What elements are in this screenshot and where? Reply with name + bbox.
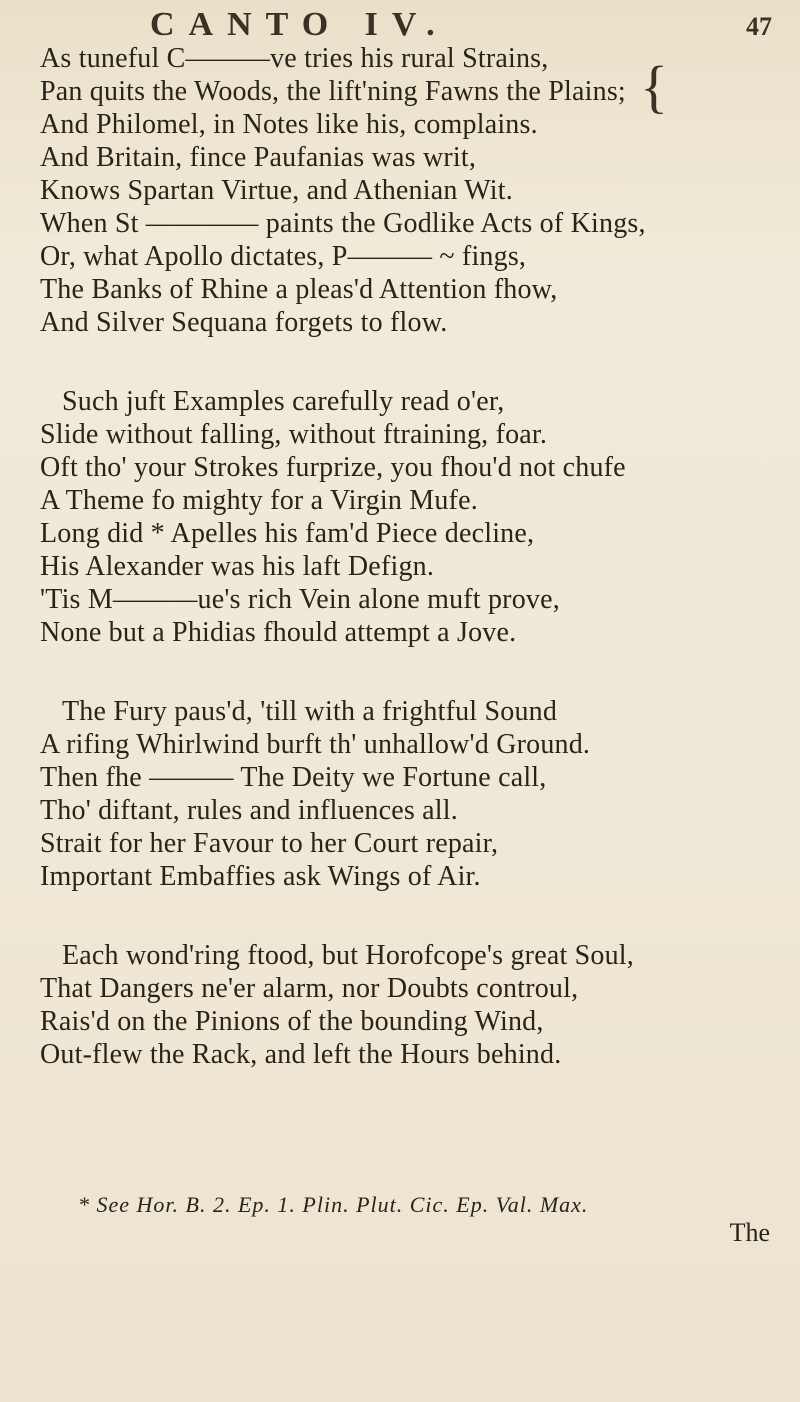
stanza-3 xyxy=(40,695,780,893)
poem-line: None but a Phidias fhould attempt a Jove. xyxy=(40,617,517,648)
poem-line: The Banks of Rhine a pleas'd Attention fhow, xyxy=(40,274,558,305)
poem-line: And Silver Sequana forgets to flow. xyxy=(40,307,448,338)
poem-line: Knows Spartan Virtue, and Athenian Wit. xyxy=(40,175,513,206)
poem-line: Or, what Apollo dictates, P——— ~ fings, xyxy=(40,241,527,272)
poem-line: A Theme fo mighty for a Virgin Mufe. xyxy=(40,485,478,516)
poem-line: Important Embaffies ask Wings of Air. xyxy=(40,861,481,892)
stanza-2 xyxy=(40,385,780,649)
poem-line: Tho' diftant, rules and influences all. xyxy=(40,795,458,826)
poem-line: The Fury paus'd, 'till with a frightful Sound xyxy=(62,696,558,727)
poem-line: When St ———— paints the Godlike Acts of Kings, xyxy=(40,208,646,239)
poem-line: Long did * Apelles his fam'd Piece decline, xyxy=(40,518,535,549)
poem-line: 'Tis M———ue's rich Vein alone muft prove, xyxy=(40,584,560,615)
page-header xyxy=(0,6,800,46)
catchword: The xyxy=(729,1218,770,1247)
running-head: CANTO IV. xyxy=(150,6,449,43)
poem-line: His Alexander was his laft Defign. xyxy=(40,551,435,582)
poem-line: Then fhe ——— The Deity we Fortune call, xyxy=(40,762,547,793)
poem-line: Each wond'ring ftood, but Horofcope's great Soul, xyxy=(62,940,634,971)
poem-line: Rais'd on the Pinions of the bounding Wind, xyxy=(40,1006,544,1037)
stanza-1 xyxy=(40,42,780,339)
poem-line: Strait for her Favour to her Court repair, xyxy=(40,828,499,859)
triplet-brace: { xyxy=(640,54,668,119)
poem-line: That Dangers ne'er alarm, nor Doubts controul, xyxy=(40,973,579,1004)
poem-line: Out-flew the Rack, and left the Hours behind. xyxy=(40,1039,562,1070)
page-number: 47 xyxy=(746,12,772,41)
poem-body xyxy=(40,42,780,1117)
footnote: * See Hor. B. 2. Ep. 1. Plin. Plut. Cic. Ep. Val. Max. xyxy=(78,1192,589,1217)
poem-line: And Philomel, in Notes like his, complains. xyxy=(40,109,538,140)
poem-line: Pan quits the Woods, the lift'ning Fawns the Plains; xyxy=(40,76,626,107)
poem-line: Slide without falling, without ftraining, foar. xyxy=(40,419,548,450)
poem-line: Oft tho' your Strokes furprize, you fhou'd not chufe xyxy=(40,452,626,483)
poem-line: A rifing Whirlwind burft th' unhallow'd Ground. xyxy=(40,729,591,760)
poem-line: Such juft Examples carefully read o'er, xyxy=(62,386,505,417)
stanza-4 xyxy=(40,939,780,1071)
poem-line: And Britain, fince Paufanias was writ, xyxy=(40,142,477,173)
poem-line: As tuneful C———ve tries his rural Strains, xyxy=(40,43,549,74)
